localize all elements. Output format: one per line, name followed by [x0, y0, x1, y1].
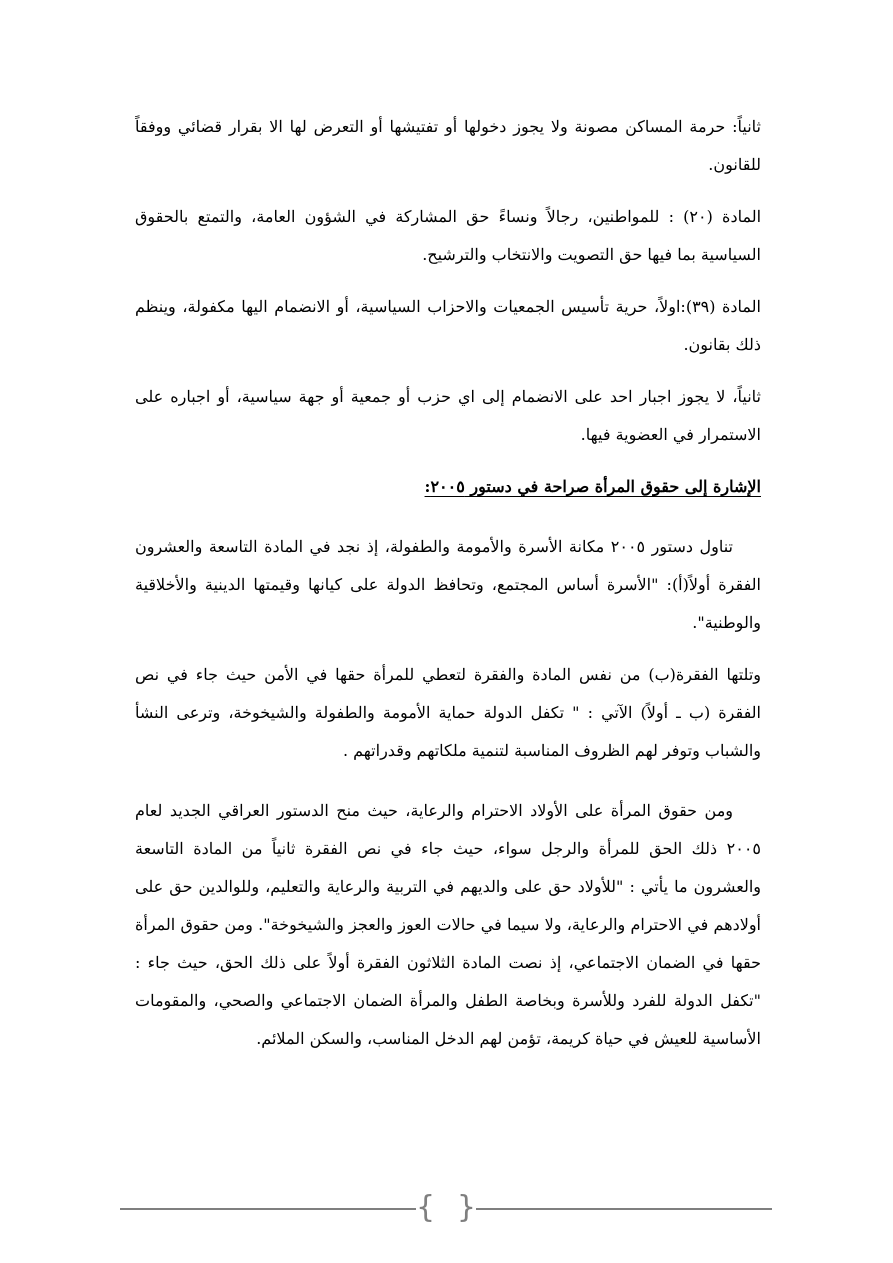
footer-close-bracket: } — [456, 1190, 476, 1225]
paragraph-children-social-security: ومن حقوق المرأة على الأولاد الاحترام والرعاية، حيث منح الدستور العراقي الجديد لعام ٢٠٠٥ ذلك الحق للمرأة والرجل سواء، حيث جاء في نص الفقرة ثانياً من المادة التاسعة والعشرون ما يأتي : "للأولاد حق على والديهم في التربية والرعاية والتعليم، وللوالدين حق على أولادهم في الاحترام والرعاية، ولا سيما في حالات العوز والعجز والشيخوخة". ومن حقوق المرأة حقها في الضمان الاجتماعي، إذ نصت المادة الثلاثون الفقرة أولاً على ذلك الحق، حيث جاء : "تكفل الدولة للفرد وللأسرة وبخاصة الطفل والمرأة الضمان الاجتماعي والصحي، والمقومات الأساسية للعيش في حياة كريمة، تؤمن لهم الدخل المناسب، والسكن الملائم. — [135, 801, 761, 1048]
page-footer — [120, 1192, 772, 1226]
page-content — [135, 108, 761, 1072]
paragraph-security-right: وتلتها الفقرة(ب) من نفس المادة والفقرة لتعطي للمرأة حقها في الأمن حيث جاء في نص الفقرة (ب ـ أولاً) الآتي : " تكفل الدولة حماية الأمومة والطفولة والشيخوخة، وترعى النشأ والشباب وتوفر لهم الظروف المناسبة لتنمية ملكاتهم وقدراتهم . — [135, 665, 761, 760]
footer-rule-left — [120, 1208, 416, 1210]
footer-rule-right — [476, 1208, 772, 1210]
paragraph-family-motherhood: تناول دستور ٢٠٠٥ مكانة الأسرة والأمومة والطفولة، إذ نجد في المادة التاسعة والعشرون الفقرة أولاً(أ): "الأسرة أساس المجتمع، وتحافظ الدولة على كيانها وقيمتها الدينية والأخلاقية والوطنية". — [135, 537, 761, 632]
paragraph-article-20: المادة (٢٠) : للمواطنين، رجالاً ونساءً حق المشاركة في الشؤون العامة، والتمتع بالحقوق السياسية بما فيها حق التصويت والانتخاب والترشيح. — [135, 207, 762, 264]
paragraph-article-39-second: ثانياً، لا يجوز اجبار احد على الانضمام إلى اي حزب أو جمعية أو جهة سياسية، أو اجباره على الاستمرار في العضوية فيها. — [135, 387, 761, 444]
footer-open-bracket: { — [416, 1190, 436, 1225]
paragraph-dwelling-inviolability: ثانياً: حرمة المساكن مصونة ولا يجوز دخولها أو تفتيشها أو التعرض لها الا بقرار قضائي ووفقاً للقانون. — [135, 117, 761, 174]
section-heading: الإشارة إلى حقوق المرأة صراحة في دستور ٢٠٠٥: — [424, 477, 761, 496]
paragraph-article-39-first: المادة (٣٩):اولاً، حرية تأسيس الجمعيات والاحزاب السياسية، أو الانضمام اليها مكفولة، وينظم ذلك بقانون. — [135, 297, 762, 354]
